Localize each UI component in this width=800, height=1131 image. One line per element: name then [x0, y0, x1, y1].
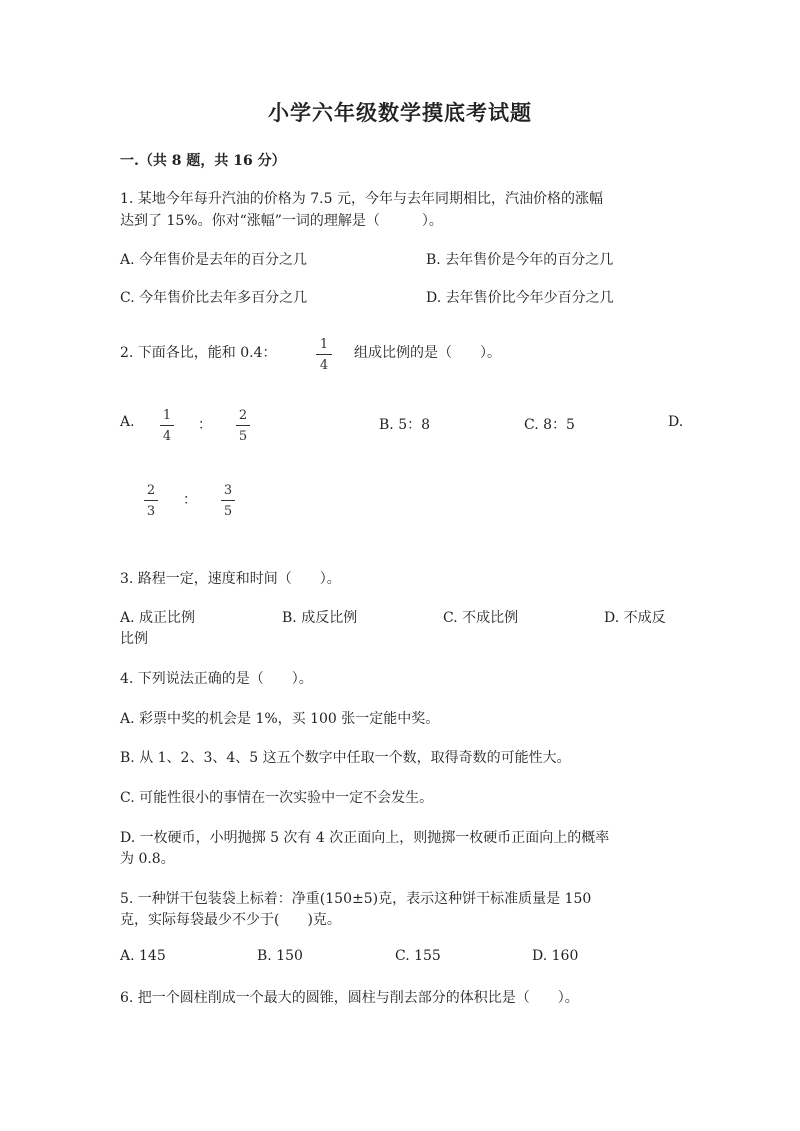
question-2-option-c: C. 8：5 — [524, 417, 575, 433]
question-2-option-a-colon: ： — [198, 417, 212, 433]
fraction-bar — [160, 425, 174, 426]
fraction-bar — [236, 425, 250, 426]
question-3-option-d-line1: D. 不成反 — [604, 610, 666, 626]
question-5-option-a: A. 145 — [120, 948, 166, 964]
question-2-option-d-fraction-1 — [144, 482, 158, 520]
fraction-numerator: 2 — [146, 483, 156, 498]
question-4-option-d-line1: D. 一枚硬币，小明抛掷 5 次有 4 次正面向上，则抛掷一枚硬币正面向上的概率 — [120, 830, 610, 846]
question-5-stem-line2: 克，实际每袋最少不少于( )克。 — [120, 912, 341, 928]
question-1-option-a: A. 今年售价是去年的百分之几 — [120, 252, 308, 268]
question-5-stem-line1: 5. 一种饼干包装袋上标着：净重(150±5)克，表示这种饼干标准质量是 150 — [120, 891, 592, 907]
question-4-option-b: B. 从 1、2、3、4、5 这五个数字中任取一个数，取得奇数的可能性大。 — [120, 750, 571, 766]
question-2-option-a-label: A. — [120, 414, 135, 430]
question-4-option-c: C. 可能性很小的事情在一次实验中一定不会发生。 — [120, 790, 434, 806]
question-2-option-a-fraction-1 — [160, 407, 174, 445]
question-2-option-b: B. 5：8 — [379, 417, 431, 433]
question-1-option-d: D. 去年售价比今年少百分之几 — [426, 290, 614, 306]
fraction-bar — [221, 500, 235, 501]
question-2-option-d-fraction-2 — [221, 482, 235, 520]
question-4-option-a: A. 彩票中奖的机会是 1%，买 100 张一定能中奖。 — [120, 711, 440, 727]
fraction-bar — [144, 500, 158, 501]
fraction-numerator: 1 — [319, 337, 329, 352]
question-2-option-a-fraction-2 — [236, 407, 250, 445]
fraction-numerator: 1 — [162, 408, 172, 423]
fraction-denominator: 3 — [146, 504, 156, 519]
question-2-stem-fraction — [316, 336, 332, 374]
fraction-denominator: 5 — [238, 429, 248, 444]
question-2-option-d-colon: ： — [183, 492, 197, 508]
question-5-option-c: C. 155 — [395, 948, 441, 964]
page-title: 小学六年级数学摸底考试题 — [268, 100, 532, 125]
section-header: 一.（共 8 题，共 16 分） — [120, 153, 286, 169]
question-2-stem-post: 组成比例的是（ ）。 — [354, 345, 501, 361]
question-3-option-d-line2: 比例 — [120, 631, 148, 647]
question-1-stem-line1: 1. 某地今年每升汽油的价格为 7.5 元，今年与去年同期相比，汽油价格的涨幅 — [120, 191, 603, 207]
question-6-stem: 6. 把一个圆柱削成一个最大的圆锥，圆柱与削去部分的体积比是（ ）。 — [120, 990, 579, 1006]
question-1-option-b: B. 去年售价是今年的百分之几 — [426, 252, 614, 268]
question-4-option-d-line2: 为 0.8。 — [120, 851, 175, 867]
question-3-option-c: C. 不成比例 — [443, 610, 519, 626]
question-3-option-b: B. 成反比例 — [282, 610, 358, 626]
question-4-stem: 4. 下列说法正确的是（ ）。 — [120, 671, 313, 687]
question-1-stem-line2: 达到了 15%。你对“涨幅”一词的理解是（ ）。 — [120, 213, 443, 229]
question-5-option-b: B. 150 — [257, 948, 303, 964]
question-2-option-d-label: D. — [668, 414, 684, 430]
fraction-bar — [316, 354, 332, 355]
fraction-denominator: 4 — [162, 429, 172, 444]
fraction-denominator: 5 — [223, 504, 233, 519]
question-3-stem: 3. 路程一定，速度和时间（ ）。 — [120, 571, 341, 587]
fraction-numerator: 3 — [223, 483, 233, 498]
question-1-option-c: C. 今年售价比去年多百分之几 — [120, 290, 308, 306]
question-5-option-d: D. 160 — [532, 948, 579, 964]
question-3-option-a: A. 成正比例 — [120, 610, 196, 626]
fraction-denominator: 4 — [319, 358, 329, 373]
question-2-stem-pre: 2. 下面各比，能和 0.4： — [120, 345, 277, 361]
fraction-numerator: 2 — [238, 408, 248, 423]
